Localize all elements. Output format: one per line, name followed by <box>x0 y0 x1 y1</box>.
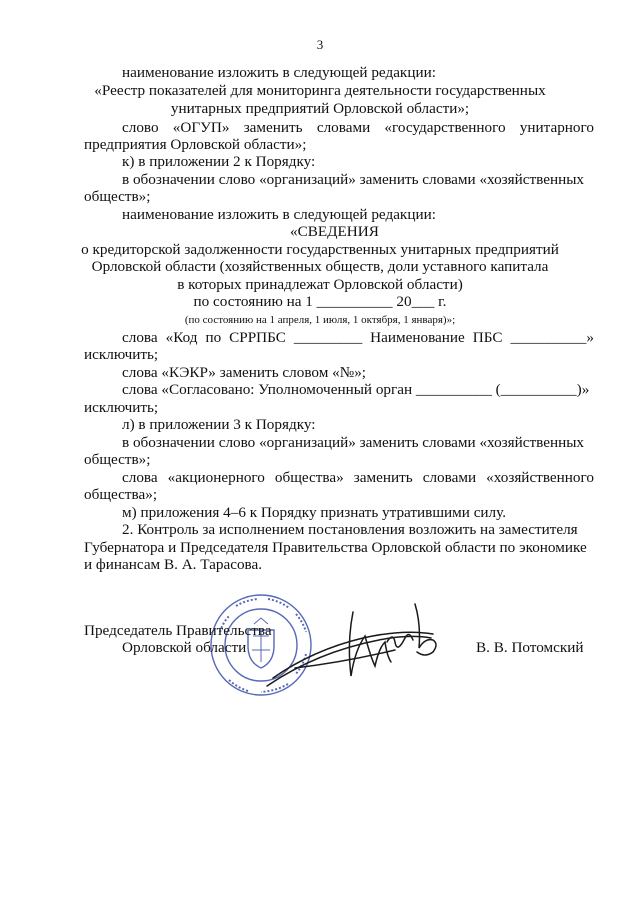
heading-svedeniya: «СВЕДЕНИЯ <box>290 223 379 240</box>
paragraph-line: «Реестр показателей для мониторинга деятельности государственных <box>94 82 546 99</box>
paragraph-line: обществ»; <box>84 451 151 468</box>
paragraph-line: Губернатора и Председателя Правительства Орловской области по экономике <box>84 539 587 556</box>
paragraph-line: в обозначении слово «организаций» заменить словами «хозяйственных <box>122 434 585 451</box>
paragraph-line: и финансам В. А. Тарасова. <box>84 556 263 573</box>
paragraph-line: предприятия Орловской области»; <box>84 136 307 153</box>
paragraph-line: наименование изложить в следующей редакции: <box>122 206 436 223</box>
paragraph-line: л) в приложении 3 к Порядку: <box>122 416 316 433</box>
page-number: 3 <box>316 37 324 52</box>
paragraph-line: слова «акционерного общества» заменить словами «хозяйственного <box>122 469 594 486</box>
paragraph-line: к) в приложении 2 к Порядку: <box>122 153 316 170</box>
paragraph-line: исключить; <box>84 346 159 363</box>
paragraph-line: слова «КЭКР» заменить словом «№»; <box>122 364 367 381</box>
handwritten-signature <box>255 590 455 700</box>
signatory-name: В. В. Потомский <box>476 639 584 656</box>
paragraph-line: 2. Контроль за исполнением постановления возложить на заместителя <box>122 521 578 538</box>
paragraph-line: обществ»; <box>84 188 151 205</box>
heading-line: Орловской области (хозяйственных обществ, доли уставного капитала <box>91 258 549 275</box>
heading-line: о кредиторской задолженности государственных унитарных предприятий <box>81 241 559 258</box>
heading-line: в которых принадлежат Орловской области) <box>177 276 463 293</box>
paragraph-line: слова «Код по СРРПБС _________ Наименование ПБС __________» <box>122 329 594 346</box>
paragraph-line: слова «Согласовано: Уполномоченный орган __________ (__________)» <box>122 381 590 398</box>
paragraph-line: общества»; <box>84 486 158 503</box>
paragraph-line: в обозначении слово «организаций» заменить словами «хозяйственных <box>122 171 585 188</box>
signatory-title-line1: Председатель Правительства <box>84 622 272 639</box>
paragraph-line: м) приложения 4–6 к Порядку признать утратившими силу. <box>122 504 507 521</box>
paragraph-line: наименование изложить в следующей редакции: <box>122 64 436 81</box>
signatory-title-line2: Орловской области <box>122 639 247 656</box>
heading-line: по состоянию на 1 __________ 20___ г. <box>193 293 447 310</box>
paragraph-line: унитарных предприятий Орловской области»; <box>170 100 470 117</box>
heading-note: (по состоянию на 1 апреля, 1 июля, 1 октября, 1 января)»; <box>184 314 456 326</box>
paragraph-line: исключить; <box>84 399 159 416</box>
paragraph-line: слово «ОГУП» заменить словами «государственного унитарного <box>122 119 594 136</box>
